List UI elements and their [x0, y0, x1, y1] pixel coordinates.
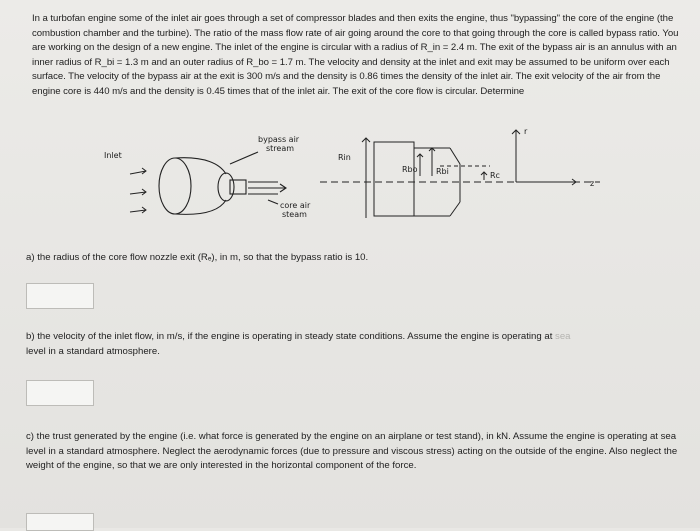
core-air-label-2: steam [282, 210, 307, 219]
question-a-text: a) the radius of the core flow nozzle exit (Rₑ), in m, so that the bypass ratio is 10. [26, 252, 369, 263]
engine-sketch [159, 152, 286, 214]
engine-diagram-svg [80, 124, 640, 234]
r-axis-label: r [524, 127, 528, 136]
inlet-arrows [130, 168, 146, 213]
answer-c-input[interactable] [26, 513, 94, 531]
core-air-label: core air [280, 201, 311, 210]
question-b-end: level in a standard atmosphere. [26, 345, 160, 357]
question-c-text: c) the trust generated by the engine (i.e. what force is generated by the engine on an airplane or test stand), in kN. Assume the engine is operating at sea level in a standard atmosphere. Neglect the aerodynamic forces (due to pressure and viscous stress) acting on the outside of the engine. Also neglect the weight of the engine, so that we are only interested in the horizontal component of the force. [26, 431, 678, 471]
inlet-label: Inlet [104, 151, 122, 160]
bypass-label-2: stream [266, 144, 295, 153]
engine-diagram [80, 124, 640, 234]
bypass-label: bypass air [258, 135, 300, 144]
rin-label: Rin [338, 153, 351, 162]
answer-a-input[interactable] [26, 283, 94, 309]
question-b-faint: sea [555, 331, 571, 342]
z-axis-label: z [590, 179, 595, 188]
answer-b-input[interactable] [26, 380, 94, 406]
problem-intro: In a turbofan engine some of the inlet air goes through a set of compressor blades and then exits the engine, thus "bypassing" the core of the engine (the combustion chamber and the turbine). The ratio of the mass flow rate of air going around the core to that going through the core is called bypass ratio. You are working on the design of a new engine. The inlet of the engine is circular with a radius of R_in = 2.4 m. The exit of the bypass air is an annulus with an inner radius of R_bi = 1.3 m and an outer radius of R_bo = 1.7 m. The velocity and density at the inlet and exit may be assumed to be uniform over each surface. The velocity of the bypass air at the exit is 300 m/s and the density is 0.86 times the density of the inlet air. The exit velocity of the air from the engine core is 440 m/s and the density is 0.45 times that of the inlet air. The exit of the core flow is circular. Determine [32, 13, 679, 97]
rc-label: Rc [490, 171, 500, 180]
question-b-main: b) the velocity of the inlet flow, in m/s, if the engine is operating in steady state conditions. Assume the engine is operating at [26, 331, 556, 342]
question-b-text [26, 330, 686, 359]
rbi-label: Rbi [436, 167, 449, 176]
section-sketch [320, 130, 600, 218]
rbo-label: Rbo [402, 165, 418, 174]
